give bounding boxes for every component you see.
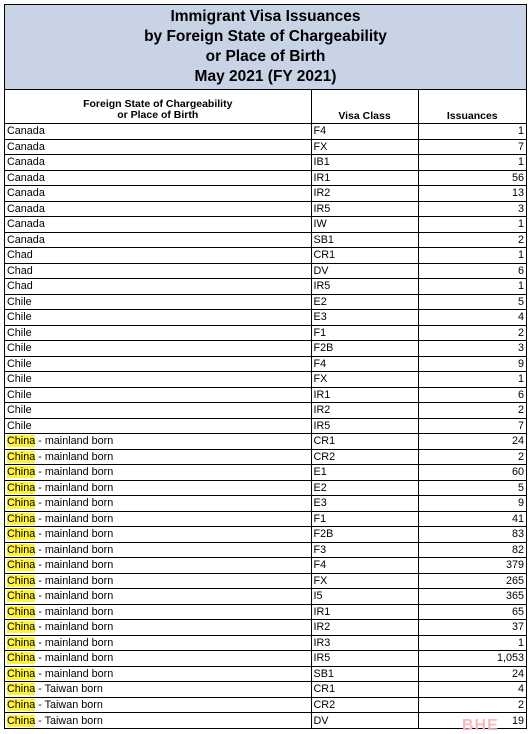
country-name: Chile: [7, 311, 32, 324]
table-row: [5, 124, 526, 140]
table-row: [5, 465, 526, 481]
visa-class-cell: IB1: [311, 155, 418, 171]
country-cell: [5, 170, 311, 186]
table-row: [5, 279, 526, 295]
country-cell: [5, 589, 311, 605]
visa-class-cell: F1: [311, 511, 418, 527]
table-header-row: [5, 90, 526, 124]
issuances-cell: 1: [418, 372, 526, 388]
table-row: [5, 542, 526, 558]
country-cell: [5, 573, 311, 589]
issuances-cell: 1: [418, 635, 526, 651]
issuances-cell: 24: [418, 666, 526, 682]
table-row: [5, 558, 526, 574]
visa-issuance-sheet: [4, 4, 527, 729]
visa-class-cell: CR2: [311, 697, 418, 713]
birth-region: - mainland born: [35, 481, 114, 494]
visa-class-cell: IR3: [311, 635, 418, 651]
issuances-cell: 7: [418, 418, 526, 434]
table-row: [5, 418, 526, 434]
issuances-cell: 2: [418, 449, 526, 465]
table-row: [5, 155, 526, 171]
table-row: [5, 263, 526, 279]
visa-class-cell: I5: [311, 589, 418, 605]
country-cell: [5, 356, 311, 372]
column-header-visa-class: Visa Class: [311, 90, 418, 124]
country-name: Chad: [7, 264, 33, 277]
country-cell: [5, 635, 311, 651]
birth-region: - mainland born: [35, 512, 114, 525]
issuances-cell: 3: [418, 201, 526, 217]
country-cell: [5, 186, 311, 202]
issuances-cell: 1: [418, 279, 526, 295]
visa-class-cell: E2: [311, 294, 418, 310]
visa-class-cell: E2: [311, 480, 418, 496]
issuances-cell: 2: [418, 325, 526, 341]
country-cell: [5, 604, 311, 620]
country-cell: [5, 449, 311, 465]
table-row: [5, 325, 526, 341]
issuances-cell: 3: [418, 341, 526, 357]
table-row: [5, 403, 526, 419]
country-cell: [5, 310, 311, 326]
table-row: [5, 604, 526, 620]
country-name: China: [7, 543, 36, 556]
table-row: [5, 186, 526, 202]
column-header-country-line-1: Foreign State of Chargeability: [83, 98, 233, 110]
country-cell: [5, 542, 311, 558]
visa-class-cell: CR2: [311, 449, 418, 465]
table-row: [5, 480, 526, 496]
birth-region: - Taiwan born: [35, 714, 103, 727]
visa-class-cell: CR1: [311, 248, 418, 264]
country-name: Chile: [7, 342, 32, 355]
country-cell: [5, 527, 311, 543]
country-name: Chad: [7, 280, 33, 293]
visa-class-cell: F4: [311, 356, 418, 372]
table-row: [5, 341, 526, 357]
country-cell: [5, 403, 311, 419]
visa-class-cell: FX: [311, 573, 418, 589]
visa-class-cell: FX: [311, 372, 418, 388]
issuances-cell: 4: [418, 310, 526, 326]
country-name: China: [7, 512, 36, 525]
table-body: [5, 124, 526, 729]
country-cell: [5, 232, 311, 248]
issuances-cell: 1: [418, 124, 526, 140]
issuances-cell: 19: [418, 713, 526, 729]
watermark-logo: BHE: [462, 717, 499, 734]
country-cell: [5, 434, 311, 450]
issuances-cell: 2: [418, 403, 526, 419]
country-cell: [5, 217, 311, 233]
visa-class-cell: F3: [311, 542, 418, 558]
country-name: Chile: [7, 295, 32, 308]
country-name: Chile: [7, 373, 32, 386]
country-name: Chile: [7, 326, 32, 339]
issuances-cell: 1: [418, 248, 526, 264]
table-row: [5, 310, 526, 326]
country-name: Canada: [7, 156, 45, 169]
country-cell: [5, 511, 311, 527]
visa-class-cell: SB1: [311, 666, 418, 682]
country-name: China: [7, 590, 36, 603]
country-cell: [5, 372, 311, 388]
country-cell: [5, 496, 311, 512]
table-row: [5, 356, 526, 372]
table-row: [5, 496, 526, 512]
birth-region: - mainland born: [35, 574, 114, 587]
table-row: [5, 449, 526, 465]
country-name: Canada: [7, 140, 45, 153]
birth-region: - mainland born: [35, 528, 114, 541]
country-name: Chile: [7, 404, 32, 417]
table-row: [5, 170, 526, 186]
visa-class-cell: F4: [311, 124, 418, 140]
country-name: Chad: [7, 249, 33, 262]
issuances-cell: 2: [418, 232, 526, 248]
title-line-3: or Place of Birth: [205, 48, 326, 65]
country-name: Canada: [7, 171, 45, 184]
birth-region: - mainland born: [35, 450, 114, 463]
country-cell: [5, 480, 311, 496]
table-row: [5, 139, 526, 155]
country-cell: [5, 294, 311, 310]
country-cell: [5, 651, 311, 667]
table-row: [5, 372, 526, 388]
issuances-cell: 1: [418, 217, 526, 233]
country-cell: [5, 713, 311, 729]
visa-class-cell: E3: [311, 496, 418, 512]
country-cell: [5, 279, 311, 295]
visa-class-cell: FX: [311, 139, 418, 155]
birth-region: - mainland born: [35, 435, 114, 448]
country-name: China: [7, 450, 36, 463]
issuances-cell: 41: [418, 511, 526, 527]
visa-class-cell: IR2: [311, 186, 418, 202]
country-name: China: [7, 621, 36, 634]
table-row: [5, 387, 526, 403]
visa-class-cell: DV: [311, 713, 418, 729]
visa-class-cell: IR5: [311, 279, 418, 295]
country-cell: [5, 201, 311, 217]
table-row: [5, 620, 526, 636]
country-name: China: [7, 528, 36, 541]
country-cell: [5, 697, 311, 713]
visa-class-cell: E1: [311, 465, 418, 481]
visa-class-cell: CR1: [311, 682, 418, 698]
country-name: China: [7, 683, 36, 696]
visa-class-cell: F2B: [311, 527, 418, 543]
country-name: Canada: [7, 187, 45, 200]
visa-class-cell: IR2: [311, 403, 418, 419]
country-cell: [5, 139, 311, 155]
country-cell: [5, 418, 311, 434]
country-name: China: [7, 559, 36, 572]
country-cell: [5, 387, 311, 403]
country-cell: [5, 620, 311, 636]
birth-region: - mainland born: [35, 466, 114, 479]
visa-class-cell: IR1: [311, 387, 418, 403]
country-cell: [5, 124, 311, 140]
country-name: China: [7, 481, 36, 494]
birth-region: - mainland born: [35, 667, 114, 680]
birth-region: - mainland born: [35, 559, 114, 572]
title-line-2: by Foreign State of Chargeability: [144, 28, 387, 45]
country-name: China: [7, 435, 36, 448]
issuances-cell: 1: [418, 155, 526, 171]
visa-class-cell: IR1: [311, 170, 418, 186]
country-cell: [5, 248, 311, 264]
country-cell: [5, 325, 311, 341]
birth-region: - mainland born: [35, 652, 114, 665]
birth-region: - mainland born: [35, 590, 114, 603]
country-name: Chile: [7, 419, 32, 432]
issuances-cell: 37: [418, 620, 526, 636]
table-row: [5, 434, 526, 450]
issuances-cell: 7: [418, 139, 526, 155]
table-row: [5, 713, 526, 729]
issuance-table: [5, 90, 526, 728]
column-header-issuances: Issuances: [418, 90, 526, 124]
table-row: [5, 697, 526, 713]
title-line-1: Immigrant Visa Issuances: [170, 8, 361, 25]
table-row: [5, 201, 526, 217]
report-title: [5, 5, 526, 90]
visa-class-cell: IW: [311, 217, 418, 233]
title-line-4: May 2021 (FY 2021): [194, 68, 337, 85]
country-name: China: [7, 636, 36, 649]
country-cell: [5, 666, 311, 682]
country-name: China: [7, 667, 36, 680]
issuances-cell: 6: [418, 263, 526, 279]
birth-region: - mainland born: [35, 621, 114, 634]
issuances-cell: 24: [418, 434, 526, 450]
country-name: Canada: [7, 125, 45, 138]
country-name: China: [7, 466, 36, 479]
issuances-cell: 265: [418, 573, 526, 589]
issuances-cell: 365: [418, 589, 526, 605]
birth-region: - mainland born: [35, 605, 114, 618]
country-cell: [5, 682, 311, 698]
table-row: [5, 573, 526, 589]
issuances-cell: 6: [418, 387, 526, 403]
issuances-cell: 65: [418, 604, 526, 620]
visa-class-cell: IR5: [311, 418, 418, 434]
table-row: [5, 511, 526, 527]
country-name: Canada: [7, 202, 45, 215]
table-row: [5, 589, 526, 605]
country-name: China: [7, 497, 36, 510]
visa-class-cell: DV: [311, 263, 418, 279]
country-name: China: [7, 652, 36, 665]
issuances-cell: 9: [418, 356, 526, 372]
table-row: [5, 527, 526, 543]
issuances-cell: 379: [418, 558, 526, 574]
birth-region: - mainland born: [35, 543, 114, 556]
visa-class-cell: F4: [311, 558, 418, 574]
table-row: [5, 232, 526, 248]
visa-class-cell: CR1: [311, 434, 418, 450]
country-name: China: [7, 698, 36, 711]
country-name: Chile: [7, 388, 32, 401]
issuances-cell: 2: [418, 697, 526, 713]
birth-region: - mainland born: [35, 636, 114, 649]
birth-region: - Taiwan born: [35, 683, 103, 696]
issuances-cell: 4: [418, 682, 526, 698]
country-cell: [5, 263, 311, 279]
issuances-cell: 9: [418, 496, 526, 512]
country-name: China: [7, 574, 36, 587]
birth-region: - Taiwan born: [35, 698, 103, 711]
visa-class-cell: IR1: [311, 604, 418, 620]
visa-class-cell: IR2: [311, 620, 418, 636]
country-cell: [5, 341, 311, 357]
column-header-country-line-2: or Place of Birth: [117, 109, 199, 121]
visa-class-cell: SB1: [311, 232, 418, 248]
issuances-cell: 82: [418, 542, 526, 558]
issuances-cell: 5: [418, 294, 526, 310]
visa-class-cell: IR5: [311, 651, 418, 667]
birth-region: - mainland born: [35, 497, 114, 510]
table-row: [5, 217, 526, 233]
issuances-cell: 56: [418, 170, 526, 186]
table-row: [5, 651, 526, 667]
visa-class-cell: IR5: [311, 201, 418, 217]
country-name: China: [7, 714, 36, 727]
visa-class-cell: F1: [311, 325, 418, 341]
table-row: [5, 294, 526, 310]
table-row: [5, 666, 526, 682]
table-row: [5, 635, 526, 651]
table-row: [5, 248, 526, 264]
country-name: Chile: [7, 357, 32, 370]
country-name: China: [7, 605, 36, 618]
column-header-country: [5, 90, 311, 124]
issuances-cell: 1,053: [418, 651, 526, 667]
issuances-cell: 13: [418, 186, 526, 202]
country-name: Canada: [7, 218, 45, 231]
country-cell: [5, 465, 311, 481]
table-row: [5, 682, 526, 698]
country-cell: [5, 155, 311, 171]
country-cell: [5, 558, 311, 574]
visa-class-cell: F2B: [311, 341, 418, 357]
country-name: Canada: [7, 233, 45, 246]
visa-class-cell: E3: [311, 310, 418, 326]
issuances-cell: 83: [418, 527, 526, 543]
issuances-cell: 60: [418, 465, 526, 481]
issuances-cell: 5: [418, 480, 526, 496]
